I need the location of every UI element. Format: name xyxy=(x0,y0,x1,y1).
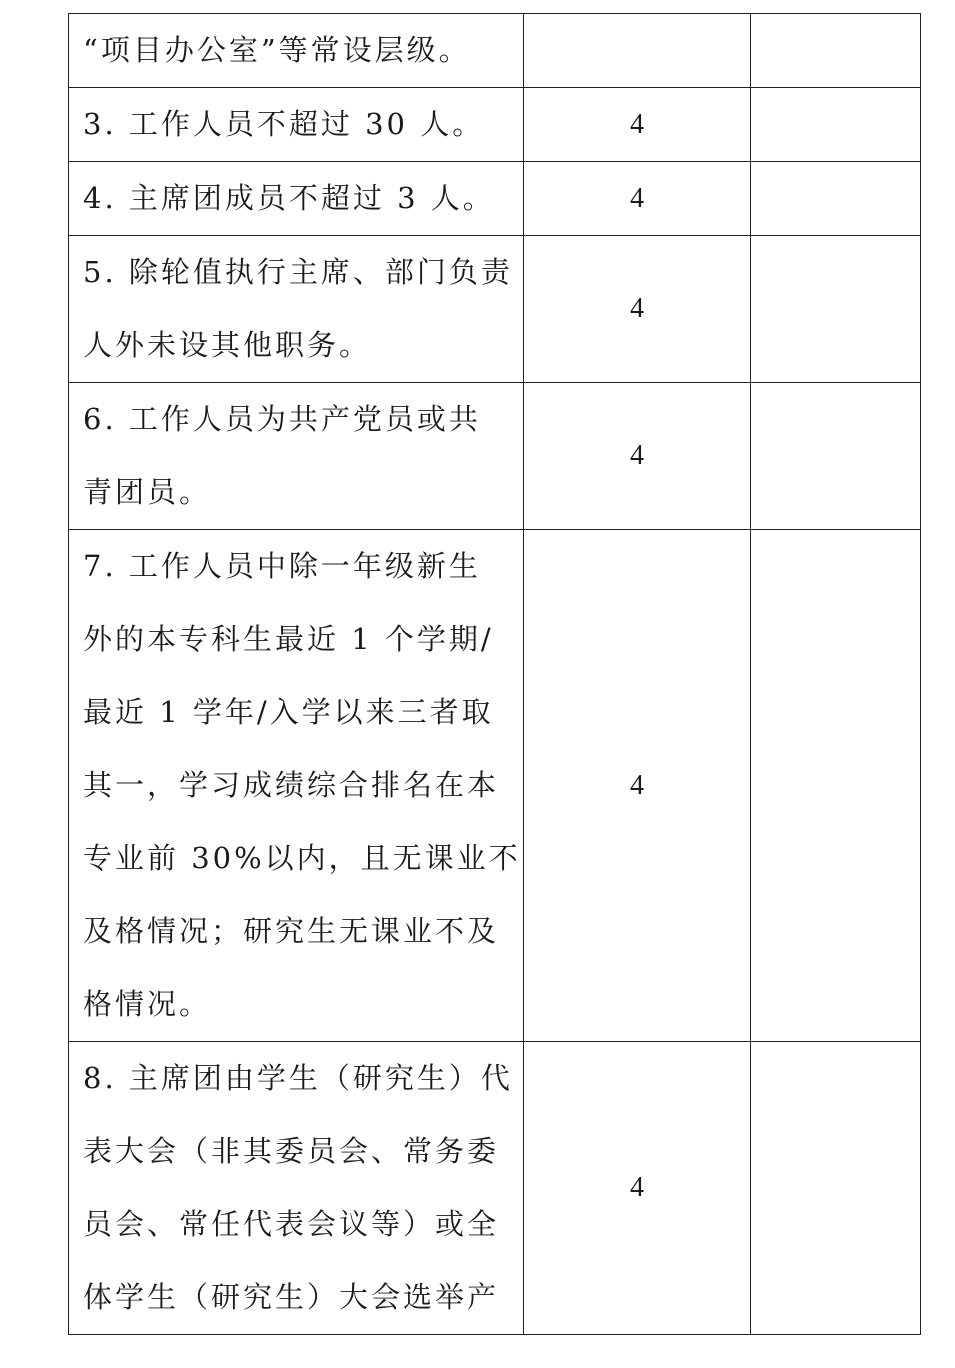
score-cell: 4 xyxy=(524,162,751,236)
criterion-line: 体学生（研究生）大会选举产 xyxy=(83,1280,500,1314)
criterion-line: 专业前 30%以内，且无课业不 xyxy=(83,841,521,875)
criterion-line: 其一，学习成绩综合排名在本 xyxy=(83,768,500,802)
criterion-text-cell xyxy=(69,1042,524,1335)
criterion-text-cell xyxy=(69,162,524,236)
criteria-table xyxy=(68,13,921,1335)
score-cell xyxy=(524,14,751,88)
criterion-line: 8. 主席团由学生（研究生）代 xyxy=(83,1061,513,1095)
score-cell: 4 xyxy=(524,383,751,530)
score-cell: 4 xyxy=(524,236,751,383)
remark-cell xyxy=(751,530,921,1042)
criterion-text-cell xyxy=(69,236,524,383)
criterion-line: 4. 主席团成员不超过 3 人。 xyxy=(83,181,495,215)
criterion-line: “项目办公室”等常设层级。 xyxy=(83,33,471,67)
criterion-line: 及格情况；研究生无课业不及 xyxy=(83,914,500,948)
table-row xyxy=(69,530,921,1042)
criterion-text-cell xyxy=(69,383,524,530)
score-cell: 4 xyxy=(524,1042,751,1335)
criterion-line: 格情况。 xyxy=(83,987,212,1021)
criterion-line: 外的本专科生最近 1 个学期/ xyxy=(83,622,494,656)
criterion-text-cell xyxy=(69,88,524,162)
remark-cell xyxy=(751,383,921,530)
criterion-line: 7. 工作人员中除一年级新生 xyxy=(83,549,481,583)
score-cell: 4 xyxy=(524,530,751,1042)
criterion-line: 表大会（非其委员会、常务委 xyxy=(83,1134,500,1168)
criterion-line: 6. 工作人员为共产党员或共 xyxy=(83,402,481,436)
criterion-line: 人外未设其他职务。 xyxy=(83,328,372,362)
table-row xyxy=(69,236,921,383)
table-row xyxy=(69,14,921,88)
criterion-line: 5. 除轮值执行主席、部门负责 xyxy=(83,255,513,289)
table-row xyxy=(69,162,921,236)
criterion-line: 3. 工作人员不超过 30 人。 xyxy=(83,107,485,141)
table-row xyxy=(69,88,921,162)
criterion-text-cell xyxy=(69,530,524,1042)
table-row xyxy=(69,383,921,530)
criterion-text-cell xyxy=(69,14,524,88)
score-cell: 4 xyxy=(524,88,751,162)
remark-cell xyxy=(751,162,921,236)
criterion-line: 最近 1 学年/入学以来三者取 xyxy=(83,695,494,729)
criterion-line: 员会、常任代表会议等）或全 xyxy=(83,1207,500,1241)
remark-cell xyxy=(751,1042,921,1335)
remark-cell xyxy=(751,236,921,383)
criterion-line: 青团员。 xyxy=(83,475,212,509)
remark-cell xyxy=(751,14,921,88)
table-row xyxy=(69,1042,921,1335)
remark-cell xyxy=(751,88,921,162)
